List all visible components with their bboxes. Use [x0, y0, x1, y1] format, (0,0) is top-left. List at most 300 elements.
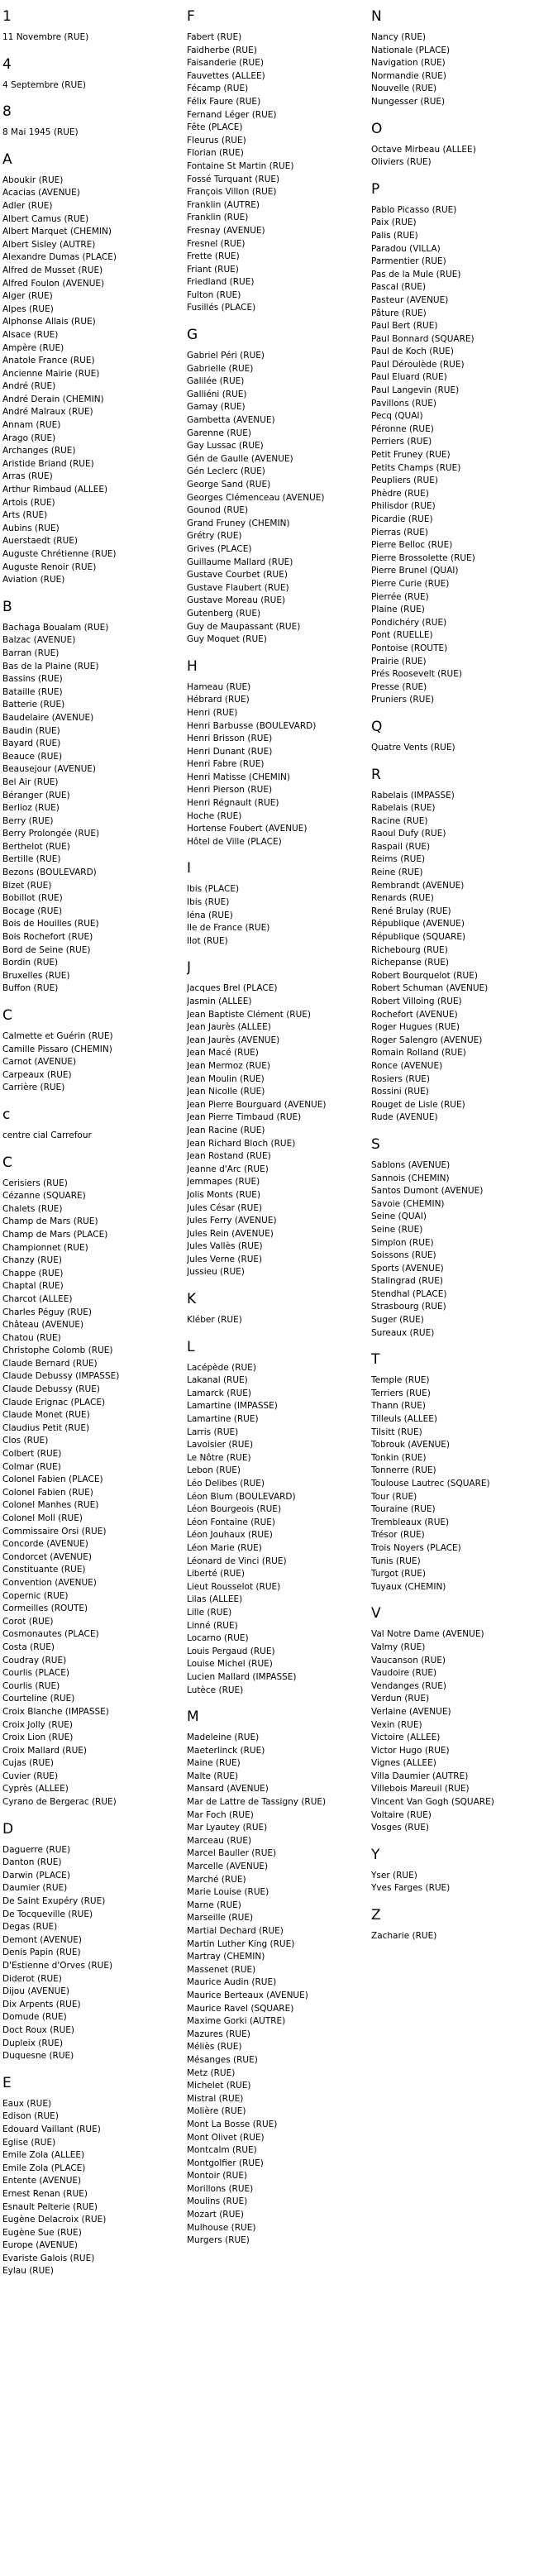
street-link[interactable]: Eugène Sue (RUE) — [2, 2227, 82, 2238]
street-link[interactable]: Vincent Van Gogh (SQUARE) — [371, 1797, 494, 1808]
street-link[interactable]: Alexandre Dumas (PLACE) — [2, 252, 117, 263]
street-link[interactable]: Claude Debussy (RUE) — [2, 1384, 100, 1395]
street-link[interactable]: Henri Brisson (RUE) — [187, 734, 273, 744]
street-link[interactable]: Duquesne (RUE) — [2, 2051, 74, 2062]
street-link[interactable]: Grives (PLACE) — [187, 543, 252, 554]
street-link[interactable]: Robert Schuman (AVENUE) — [371, 983, 489, 994]
street-link[interactable]: République (AVENUE) — [371, 919, 465, 930]
street-link[interactable]: Cuvier (RUE) — [2, 1771, 59, 1781]
street-link[interactable]: Pierras (RUE) — [371, 527, 428, 538]
street-link[interactable]: Courlis (RUE) — [2, 1680, 60, 1691]
street-link[interactable]: Jeanne d'Arc (RUE) — [187, 1164, 269, 1174]
street-link[interactable]: Henri Pierson (RUE) — [187, 785, 273, 796]
street-link[interactable]: Rochefort (AVENUE) — [371, 1009, 458, 1020]
street-link[interactable]: Bois de Houilles (RUE) — [2, 919, 99, 930]
street-link[interactable]: Aboukir (RUE) — [2, 174, 64, 185]
street-link[interactable]: Edison (RUE) — [2, 2111, 59, 2122]
street-link[interactable]: Colonel Fabien (RUE) — [2, 1487, 93, 1498]
street-link[interactable]: Henri Dunant (RUE) — [187, 746, 273, 757]
street-link[interactable]: Tour (RUE) — [371, 1491, 417, 1502]
street-link[interactable]: Reine (RUE) — [371, 867, 423, 878]
street-link[interactable]: Claude Bernard (RUE) — [2, 1358, 98, 1369]
street-link[interactable]: Mar de Lattre de Tassigny (RUE) — [187, 1797, 327, 1808]
street-link[interactable]: Montcalm (RUE) — [187, 2145, 257, 2156]
street-link[interactable]: Ernest Renan (RUE) — [2, 2188, 88, 2199]
street-link[interactable]: Jean Racine (RUE) — [187, 1125, 265, 1135]
street-link[interactable]: Denis Papin (RUE) — [2, 1948, 81, 1958]
street-link[interactable]: Grétry (RUE) — [187, 531, 242, 542]
street-link[interactable]: Jean Mermoz (RUE) — [187, 1060, 270, 1071]
street-link[interactable]: Savoie (CHEMIN) — [371, 1198, 445, 1209]
street-link[interactable]: Vendanges (RUE) — [371, 1680, 446, 1691]
street-link[interactable]: Pierre Belloc (RUE) — [371, 540, 453, 551]
street-link[interactable]: Chanzy (RUE) — [2, 1255, 62, 1266]
street-link[interactable]: Temple (RUE) — [371, 1375, 430, 1386]
street-link[interactable]: Prairie (RUE) — [371, 656, 427, 667]
street-link[interactable]: Bizet (RUE) — [2, 880, 52, 891]
street-link[interactable]: Courteline (RUE) — [2, 1694, 75, 1704]
street-link[interactable]: Martin Luther King (RUE) — [187, 1938, 295, 1949]
street-link[interactable]: Dupleix (RUE) — [2, 2038, 64, 2048]
street-link[interactable]: Entente (AVENUE) — [2, 2176, 82, 2186]
street-link[interactable]: Larris (RUE) — [187, 1427, 239, 1437]
street-link[interactable]: Daguerre (RUE) — [2, 1844, 71, 1855]
street-link[interactable]: Colmar (RUE) — [2, 1461, 61, 1472]
street-link[interactable]: Trésor (RUE) — [371, 1530, 425, 1541]
street-link[interactable]: Jules Vallès (RUE) — [187, 1241, 263, 1252]
street-link[interactable]: Ilot (RUE) — [187, 935, 228, 946]
street-link[interactable]: Jean Rostand (RUE) — [187, 1151, 271, 1162]
street-link[interactable]: Paul Bonnard (SQUARE) — [371, 333, 475, 344]
street-link[interactable]: Marseille (RUE) — [187, 1913, 254, 1924]
street-link[interactable]: Gustave Courbet (RUE) — [187, 570, 288, 581]
street-link[interactable]: Ancienne Mairie (RUE) — [2, 368, 100, 379]
street-link[interactable]: Navigation (RUE) — [371, 58, 446, 69]
street-link[interactable]: Jules Rein (AVENUE) — [187, 1228, 274, 1239]
street-link[interactable]: Gabriel Péri (RUE) — [187, 351, 265, 361]
street-link[interactable]: René Brulay (RUE) — [371, 906, 451, 916]
street-link[interactable]: Sannois (CHEMIN) — [371, 1173, 450, 1183]
street-link[interactable]: Georges Clémenceau (AVENUE) — [187, 492, 325, 503]
street-link[interactable]: Robert Bourquelot (RUE) — [371, 970, 478, 981]
street-link[interactable]: Buffon (RUE) — [2, 983, 59, 994]
street-link[interactable]: Villebois Mareuil (RUE) — [371, 1784, 470, 1795]
street-link[interactable]: Pierre Brossolette (RUE) — [371, 552, 475, 563]
street-link[interactable]: Darwin (PLACE) — [2, 1870, 70, 1881]
street-link[interactable]: Perriers (RUE) — [371, 437, 432, 447]
street-link[interactable]: Jean Nicolle (RUE) — [187, 1087, 265, 1097]
street-link[interactable]: Jean Pierre Bourguard (AVENUE) — [187, 1099, 327, 1110]
street-link[interactable]: Chalets (RUE) — [2, 1203, 63, 1214]
street-link[interactable]: Friant (RUE) — [187, 264, 239, 275]
street-link[interactable]: Vignes (ALLEE) — [371, 1758, 436, 1769]
street-link[interactable]: Léon Bourgeois (RUE) — [187, 1504, 282, 1515]
street-link[interactable]: Henri Régnault (RUE) — [187, 798, 279, 809]
street-link[interactable]: Villa Daumier (AUTRE) — [371, 1771, 469, 1781]
street-link[interactable]: Pecq (QUAI) — [371, 411, 423, 422]
street-link[interactable]: Jacques Brel (PLACE) — [187, 983, 278, 994]
street-link[interactable]: Galilée (RUE) — [187, 376, 245, 387]
street-link[interactable]: Champ de Mars (PLACE) — [2, 1229, 108, 1240]
street-link[interactable]: Montoir (RUE) — [187, 2171, 248, 2182]
street-link[interactable]: Arras (RUE) — [2, 471, 53, 482]
street-link[interactable]: Victor Hugo (RUE) — [371, 1745, 450, 1756]
street-link[interactable]: Championnet (RUE) — [2, 1242, 88, 1253]
street-link[interactable]: Jean Moulin (RUE) — [187, 1073, 265, 1084]
street-link[interactable]: Gustave Moreau (RUE) — [187, 595, 286, 606]
street-link[interactable]: Nungesser (RUE) — [371, 96, 446, 107]
street-link[interactable]: Tuyaux (CHEMIN) — [371, 1581, 446, 1592]
street-link[interactable]: Auguste Renoir (RUE) — [2, 562, 97, 572]
street-link[interactable]: Gén Leclerc (RUE) — [187, 466, 265, 477]
street-link[interactable]: Rouget de Lisle (RUE) — [371, 1099, 465, 1110]
street-link[interactable]: Cézanne (SQUARE) — [2, 1191, 86, 1202]
street-link[interactable]: Thann (RUE) — [371, 1401, 426, 1412]
street-link[interactable]: Presse (RUE) — [371, 681, 427, 692]
street-link[interactable]: Grand Fruney (CHEMIN) — [187, 518, 290, 528]
street-link[interactable]: Condorcet (AVENUE) — [2, 1551, 92, 1562]
street-link[interactable]: Tilsitt (RUE) — [371, 1427, 422, 1437]
street-link[interactable]: Batterie (RUE) — [2, 700, 65, 710]
street-link[interactable]: 4 Septembre (RUE) — [2, 79, 86, 90]
street-link[interactable]: Mont Olivet (RUE) — [187, 2132, 265, 2143]
street-link[interactable]: Rabelais (IMPASSE) — [371, 790, 455, 801]
street-link[interactable]: Ile de France (RUE) — [187, 923, 270, 934]
street-link[interactable]: Tobrouk (AVENUE) — [371, 1440, 450, 1450]
street-link[interactable]: Alpes (RUE) — [2, 303, 54, 314]
street-link[interactable]: Franklin (AUTRE) — [187, 199, 260, 210]
street-link[interactable]: Léon Marie (RUE) — [187, 1542, 262, 1553]
street-link[interactable]: Domude (RUE) — [2, 2012, 67, 2023]
street-link[interactable]: Rosiers (RUE) — [371, 1073, 431, 1084]
street-link[interactable]: Molière (RUE) — [187, 2106, 246, 2117]
street-link[interactable]: Annam (RUE) — [2, 420, 61, 431]
street-link[interactable]: Martray (CHEMIN) — [187, 1952, 265, 1962]
street-link[interactable]: Richebourg (RUE) — [371, 944, 448, 955]
street-link[interactable]: Maurice Audin (RUE) — [187, 1977, 277, 1988]
street-link[interactable]: Trembleaux (RUE) — [371, 1517, 450, 1527]
street-link[interactable]: Hortense Foubert (AVENUE) — [187, 824, 308, 834]
street-link[interactable]: Fête (PLACE) — [187, 122, 243, 133]
street-link[interactable]: Raspail (RUE) — [371, 841, 431, 852]
street-link[interactable]: Michelet (RUE) — [187, 2081, 251, 2091]
street-link[interactable]: Jean Richard Bloch (RUE) — [187, 1138, 296, 1149]
street-link[interactable]: Bel Air (RUE) — [2, 777, 59, 787]
street-link[interactable]: Rossini (RUE) — [371, 1087, 429, 1097]
street-link[interactable]: Pasteur (AVENUE) — [371, 294, 449, 305]
street-link[interactable]: Jemmapes (RUE) — [187, 1177, 260, 1188]
street-link[interactable]: centre cial Carrefour — [2, 1130, 92, 1140]
street-link[interactable]: Picardie (RUE) — [371, 514, 433, 524]
street-link[interactable]: Colbert (RUE) — [2, 1449, 62, 1460]
street-link[interactable]: Moulins (RUE) — [187, 2196, 248, 2207]
street-link[interactable]: Bois Rochefort (RUE) — [2, 932, 93, 943]
street-link[interactable]: Albert Sisley (AUTRE) — [2, 239, 96, 250]
street-link[interactable]: Renards (RUE) — [371, 893, 434, 904]
street-link[interactable]: George Sand (RUE) — [187, 480, 271, 490]
street-link[interactable]: Doct Roux (RUE) — [2, 2024, 74, 2035]
street-link[interactable]: Fresnay (AVENUE) — [187, 225, 265, 236]
street-link[interactable]: Madeleine (RUE) — [187, 1732, 260, 1743]
street-link[interactable]: Claude Monet (RUE) — [2, 1410, 90, 1421]
street-link[interactable]: Barran (RUE) — [2, 648, 60, 658]
street-link[interactable]: Calmette et Guérin (RUE) — [2, 1031, 113, 1041]
street-link[interactable]: Carnot (AVENUE) — [2, 1057, 77, 1068]
street-link[interactable]: Concorde (AVENUE) — [2, 1539, 88, 1550]
street-link[interactable]: Carpeaux (RUE) — [2, 1069, 72, 1080]
street-link[interactable]: Fulton (RUE) — [187, 289, 241, 300]
street-link[interactable]: Claudius Petit (RUE) — [2, 1422, 90, 1433]
street-link[interactable]: Yves Farges (RUE) — [371, 1883, 451, 1894]
street-link[interactable]: Gay Lussac (RUE) — [187, 441, 264, 452]
street-link[interactable]: Touraine (RUE) — [371, 1504, 436, 1515]
street-link[interactable]: Palis (RUE) — [371, 230, 418, 241]
street-link[interactable]: Maurice Berteaux (AVENUE) — [187, 1990, 308, 2000]
street-link[interactable]: Lebon (RUE) — [187, 1465, 241, 1476]
street-link[interactable]: Cyrano de Bergerac (RUE) — [2, 1797, 117, 1808]
street-link[interactable]: Sureaux (RUE) — [371, 1327, 435, 1338]
street-link[interactable]: Tonkin (RUE) — [371, 1452, 427, 1463]
street-link[interactable]: Le Nôtre (RUE) — [187, 1452, 251, 1463]
street-link[interactable]: Jean Jaurès (ALLEE) — [187, 1022, 271, 1033]
street-link[interactable]: Emile Zola (PLACE) — [2, 2163, 86, 2173]
street-link[interactable]: Tunis (RUE) — [371, 1556, 421, 1566]
street-link[interactable]: Paul Langevin (RUE) — [371, 385, 460, 396]
street-link[interactable]: Jean Baptiste Clément (RUE) — [187, 1009, 312, 1020]
street-link[interactable]: Méliès (RUE) — [187, 2042, 242, 2053]
street-link[interactable]: Gabrielle (RUE) — [187, 363, 254, 374]
street-link[interactable]: Ampère (RUE) — [2, 342, 64, 353]
street-link[interactable]: Gamay (RUE) — [187, 402, 246, 413]
street-link[interactable]: Henri Matisse (CHEMIN) — [187, 772, 290, 782]
street-link[interactable]: Alfred Foulon (AVENUE) — [2, 278, 105, 289]
street-link[interactable]: Gutenberg (RUE) — [187, 608, 261, 619]
street-link[interactable]: André (RUE) — [2, 381, 56, 392]
street-link[interactable]: Gambetta (AVENUE) — [187, 415, 275, 426]
street-link[interactable]: Lamartine (RUE) — [187, 1414, 259, 1425]
street-link[interactable]: Lieut Rousselot (RUE) — [187, 1581, 281, 1592]
street-link[interactable]: Marie Louise (RUE) — [187, 1887, 269, 1898]
street-link[interactable]: Berthelot (RUE) — [2, 841, 70, 852]
street-link[interactable]: Colonel Moll (RUE) — [2, 1513, 83, 1523]
street-link[interactable]: Léo Delibes (RUE) — [187, 1479, 265, 1489]
street-link[interactable]: De Tocqueville (RUE) — [2, 1909, 93, 1919]
street-link[interactable]: Seine (QUAI) — [371, 1212, 427, 1222]
street-link[interactable]: Corot (RUE) — [2, 1616, 54, 1627]
street-link[interactable]: Vaucanson (RUE) — [371, 1655, 446, 1666]
street-link[interactable]: Seine (RUE) — [371, 1224, 423, 1235]
street-link[interactable]: Stendhal (PLACE) — [371, 1288, 447, 1299]
street-link[interactable]: Galliéni (RUE) — [187, 389, 247, 399]
street-link[interactable]: Baudin (RUE) — [2, 725, 60, 736]
street-link[interactable]: Guillaume Mallard (RUE) — [187, 557, 293, 567]
street-link[interactable]: Suger (RUE) — [371, 1315, 424, 1326]
street-link[interactable]: Camille Pissaro (CHEMIN) — [2, 1044, 112, 1054]
street-link[interactable]: Henri Fabre (RUE) — [187, 759, 265, 770]
street-link[interactable]: Rembrandt (AVENUE) — [371, 880, 465, 891]
street-link[interactable]: Bord de Seine (RUE) — [2, 944, 91, 955]
street-link[interactable]: Montgolfier (RUE) — [187, 2158, 264, 2168]
street-link[interactable]: Faisanderie (RUE) — [187, 58, 264, 69]
street-link[interactable]: Chatou (RUE) — [2, 1332, 61, 1343]
street-link[interactable]: Vexin (RUE) — [371, 1719, 422, 1730]
street-link[interactable]: Morillons (RUE) — [187, 2183, 254, 2194]
street-link[interactable]: Fabert (RUE) — [187, 32, 242, 42]
street-link[interactable]: Croix Lion (RUE) — [2, 1732, 74, 1743]
street-link[interactable]: Fresnel (RUE) — [187, 238, 246, 249]
street-link[interactable]: Paul de Koch (RUE) — [371, 346, 455, 357]
street-link[interactable]: Marne (RUE) — [187, 1900, 241, 1910]
street-link[interactable]: Gustave Flaubert (RUE) — [187, 582, 289, 593]
street-link[interactable]: Bas de la Plaine (RUE) — [2, 661, 99, 671]
street-link[interactable]: Lilas (ALLEE) — [187, 1594, 243, 1605]
street-link[interactable]: Maurice Ravel (SQUARE) — [187, 2003, 294, 2014]
street-link[interactable]: Auerstaedt (RUE) — [2, 536, 79, 547]
street-link[interactable]: Berry (RUE) — [2, 815, 54, 826]
street-link[interactable]: Archanges (RUE) — [2, 446, 76, 456]
street-link[interactable]: Yser (RUE) — [371, 1870, 417, 1881]
street-link[interactable]: Claude Debussy (IMPASSE) — [2, 1371, 120, 1382]
street-link[interactable]: Demont (AVENUE) — [2, 1934, 83, 1945]
street-link[interactable]: Lamartine (IMPASSE) — [187, 1401, 278, 1412]
street-link[interactable]: Alfred de Musset (RUE) — [2, 265, 103, 275]
street-link[interactable]: Octave Mirbeau (ALLEE) — [371, 144, 476, 155]
street-link[interactable]: Commissaire Orsi (RUE) — [2, 1526, 107, 1537]
street-link[interactable]: Valmy (RUE) — [371, 1642, 426, 1652]
street-link[interactable]: Louis Pergaud (RUE) — [187, 1646, 275, 1656]
street-link[interactable]: 11 Novembre (RUE) — [2, 32, 89, 42]
street-link[interactable]: Colonel Manhes (RUE) — [2, 1500, 99, 1511]
street-link[interactable]: Friedland (RUE) — [187, 277, 255, 288]
street-link[interactable]: Balzac (AVENUE) — [2, 635, 76, 646]
street-link[interactable]: Cyprès (ALLEE) — [2, 1784, 69, 1795]
street-link[interactable]: Paix (RUE) — [371, 217, 417, 228]
street-link[interactable]: Auguste Chrétienne (RUE) — [2, 549, 117, 559]
street-link[interactable]: Fernand Léger (RUE) — [187, 109, 277, 120]
street-link[interactable]: Esnault Pelterie (RUE) — [2, 2201, 98, 2212]
street-link[interactable]: Colonel Fabien (PLACE) — [2, 1474, 103, 1485]
street-link[interactable]: Bertille (RUE) — [2, 854, 61, 865]
street-link[interactable]: Cormeilles (ROUTE) — [2, 1603, 88, 1614]
street-link[interactable]: Jolis Monts (RUE) — [187, 1189, 261, 1200]
street-link[interactable]: Parmentier (RUE) — [371, 256, 446, 267]
street-link[interactable]: Arts (RUE) — [2, 510, 48, 521]
street-link[interactable]: Cerisiers (RUE) — [2, 1178, 68, 1188]
street-link[interactable]: Courlis (PLACE) — [2, 1668, 69, 1679]
street-link[interactable]: Ibis (PLACE) — [187, 884, 240, 895]
street-link[interactable]: Bordin (RUE) — [2, 958, 59, 968]
street-link[interactable]: Chappe (RUE) — [2, 1268, 64, 1278]
street-link[interactable]: Paradou (VILLA) — [371, 243, 441, 254]
street-link[interactable]: Toulouse Lautrec (SQUARE) — [371, 1479, 490, 1489]
street-link[interactable]: Eylau (RUE) — [2, 2266, 55, 2277]
street-link[interactable]: Léonard de Vinci (RUE) — [187, 1556, 287, 1566]
street-link[interactable]: Florian (RUE) — [187, 148, 244, 159]
street-link[interactable]: Adler (RUE) — [2, 200, 53, 211]
street-link[interactable]: Garenne (RUE) — [187, 428, 252, 438]
street-link[interactable]: Copernic (RUE) — [2, 1590, 69, 1601]
street-link[interactable]: Tilleuls (ALLEE) — [371, 1414, 438, 1425]
street-link[interactable]: Château (AVENUE) — [2, 1320, 84, 1331]
street-link[interactable]: Mazures (RUE) — [187, 2029, 250, 2039]
street-link[interactable]: Léon Jouhaux (RUE) — [187, 1530, 273, 1541]
street-link[interactable]: Jean Pierre Timbaud (RUE) — [187, 1112, 302, 1123]
street-link[interactable]: Maxime Gorki (AUTRE) — [187, 2016, 286, 2027]
street-link[interactable]: Tonnerre (RUE) — [371, 1465, 436, 1476]
street-link[interactable]: Trois Noyers (PLACE) — [371, 1542, 461, 1553]
street-link[interactable]: Beausejour (AVENUE) — [2, 764, 97, 775]
street-link[interactable]: Jules César (RUE) — [187, 1202, 263, 1213]
street-link[interactable]: Normandie (RUE) — [371, 70, 446, 81]
street-link[interactable]: Zacharie (RUE) — [371, 1931, 437, 1942]
street-link[interactable]: Liberté (RUE) — [187, 1569, 245, 1580]
street-link[interactable]: Fusillés (PLACE) — [187, 303, 256, 313]
street-link[interactable]: Turgot (RUE) — [371, 1569, 426, 1580]
street-link[interactable]: André Malraux (RUE) — [2, 407, 93, 418]
street-link[interactable]: Plaine (RUE) — [371, 605, 425, 615]
street-link[interactable]: Paul Bert (RUE) — [371, 321, 438, 332]
street-link[interactable]: Léon Blum (BOULEVARD) — [187, 1491, 296, 1502]
street-link[interactable]: Champ de Mars (RUE) — [2, 1216, 98, 1227]
street-link[interactable]: Franklin (RUE) — [187, 213, 249, 223]
street-link[interactable]: Gén de Gaulle (AVENUE) — [187, 453, 293, 464]
street-link[interactable]: Cosmonautes (PLACE) — [2, 1629, 99, 1640]
street-link[interactable]: Peupliers (RUE) — [371, 476, 438, 486]
street-link[interactable]: Félix Faure (RUE) — [187, 96, 261, 107]
street-link[interactable]: De Saint Exupéry (RUE) — [2, 1896, 106, 1907]
street-link[interactable]: Phèdre (RUE) — [371, 488, 429, 499]
street-link[interactable]: Robert Villoing (RUE) — [371, 996, 462, 1006]
street-link[interactable]: Hoche (RUE) — [187, 810, 242, 821]
street-link[interactable]: Fécamp (RUE) — [187, 84, 249, 94]
street-link[interactable]: Chaptal (RUE) — [2, 1281, 64, 1292]
street-link[interactable]: Stalingrad (RUE) — [371, 1276, 443, 1287]
street-link[interactable]: Marceau (RUE) — [187, 1835, 252, 1846]
street-link[interactable]: Mozart (RUE) — [187, 2210, 245, 2220]
street-link[interactable]: Pâture (RUE) — [371, 308, 427, 318]
street-link[interactable]: Bobillot (RUE) — [2, 893, 63, 904]
street-link[interactable]: Emile Zola (ALLEE) — [2, 2150, 85, 2161]
street-link[interactable]: Berry Prolongée (RUE) — [2, 829, 100, 839]
street-link[interactable]: Péronne (RUE) — [371, 423, 434, 434]
street-link[interactable]: Martial Dechard (RUE) — [187, 1926, 284, 1936]
street-link[interactable]: Convention (AVENUE) — [2, 1577, 97, 1588]
street-link[interactable]: Fontaine St Martin (RUE) — [187, 160, 294, 171]
street-link[interactable]: Petits Champs (RUE) — [371, 462, 461, 473]
street-link[interactable]: Daumier (RUE) — [2, 1883, 68, 1894]
street-link[interactable]: Verdun (RUE) — [371, 1694, 430, 1704]
street-link[interactable]: Mulhouse (RUE) — [187, 2222, 256, 2233]
street-link[interactable]: Lacépède (RUE) — [187, 1362, 256, 1373]
street-link[interactable]: Dijou (AVENUE) — [2, 1986, 70, 1997]
street-link[interactable]: Bayard (RUE) — [2, 738, 61, 749]
street-link[interactable]: Frette (RUE) — [187, 251, 240, 262]
street-link[interactable]: Petit Fruney (RUE) — [371, 450, 451, 461]
street-link[interactable]: Constituante (RUE) — [2, 1565, 86, 1575]
street-link[interactable]: Richepanse (RUE) — [371, 958, 449, 968]
street-link[interactable]: Dix Arpents (RUE) — [2, 1999, 81, 2010]
street-link[interactable]: Reims (RUE) — [371, 854, 426, 865]
street-link[interactable]: Romain Rolland (RUE) — [371, 1048, 466, 1059]
street-link[interactable]: Bataille (RUE) — [2, 686, 63, 697]
street-link[interactable]: Europe (AVENUE) — [2, 2240, 78, 2251]
street-link[interactable]: Mar Foch (RUE) — [187, 1809, 254, 1820]
street-link[interactable]: Croix Jolly (RUE) — [2, 1719, 74, 1730]
street-link[interactable]: Acacias (AVENUE) — [2, 188, 80, 198]
street-link[interactable]: Eaux (RUE) — [2, 2098, 52, 2109]
street-link[interactable]: Raoul Dufy (RUE) — [371, 829, 446, 839]
street-link[interactable]: Fossé Turquant (RUE) — [187, 174, 280, 184]
